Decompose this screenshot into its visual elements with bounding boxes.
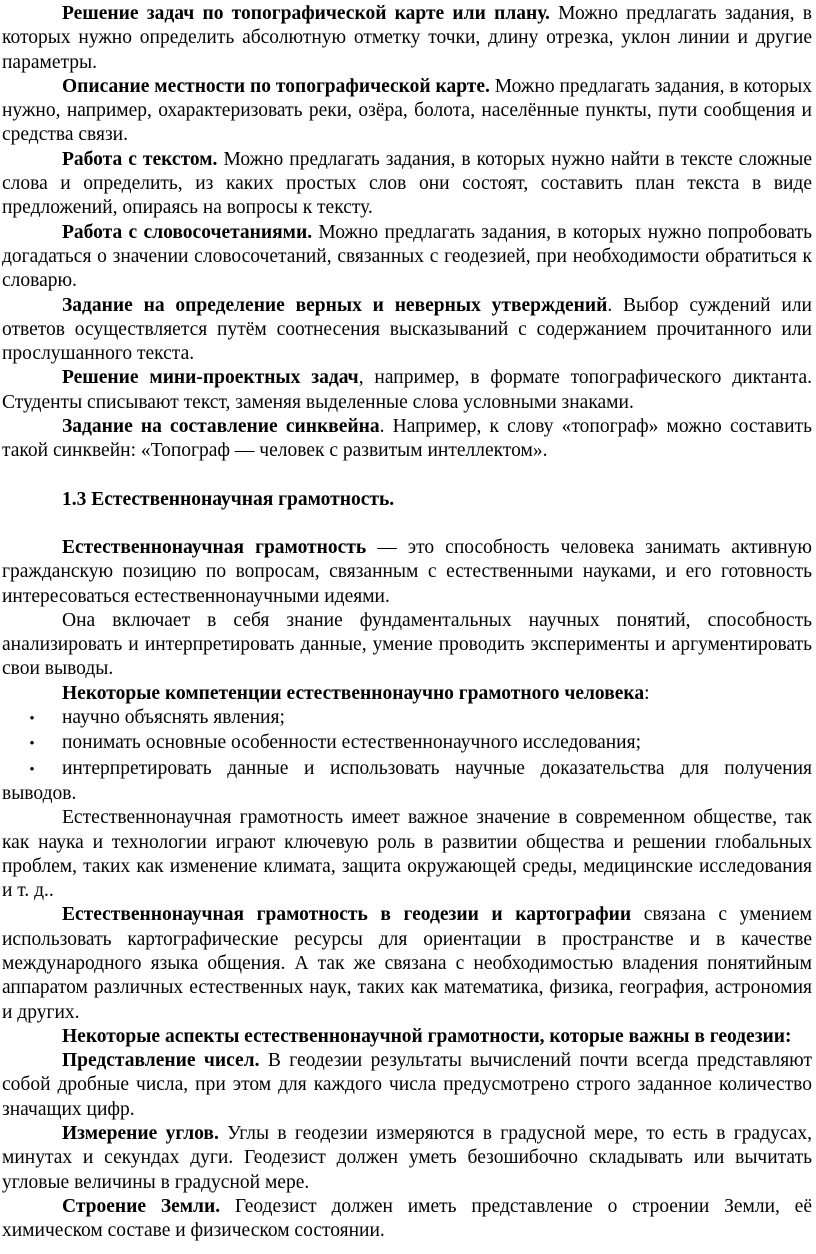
list-item bbox=[2, 706, 812, 731]
term: Решение мини-проектных задач bbox=[62, 367, 359, 389]
list-item-text: научно объяснять явления; bbox=[62, 707, 285, 729]
term: Работа с словосочетаниями. bbox=[62, 221, 313, 243]
description: Можно предлагать задания, в которых нужно попробовать догадаться о значении словосочетаний, связанных с геодезией, при необходимости обратиться к словарю. bbox=[2, 221, 812, 292]
description: связана с умением использовать картографические ресурсы для ориентации в пространстве и в качестве международного языка общения. А так же связана с необходимостью владения понятийным аппаратом различных естественных наук, таких как математика, физика, география, астрономия и других. bbox=[2, 904, 812, 1023]
term: Задание на определение верных и неверных утверждений bbox=[62, 294, 608, 316]
aspects-heading: Некоторые аспекты естественнонаучной грамотности, которые важны в геодезии: bbox=[62, 1025, 792, 1047]
description: Углы в геодезии измеряются в градусной мере, то есть в градусах, минутах и секундах дуги. Геодезист должен уметь безошибочно складывать или вычитать угловые величины в градусной мере. bbox=[2, 1123, 812, 1193]
description: — это способность человека занимать активную гражданскую позицию по вопросам, связанным с естественными науками, и его готовность интересоваться естественнонаучными идеями. bbox=[2, 536, 812, 607]
description: . Например, к слову «топограф» можно составить такой синквейн: «Топограф — человек с развитым интеллектом». bbox=[2, 416, 812, 462]
term: Описание местности по топографической карте. bbox=[62, 75, 490, 97]
description: Можно предлагать задания, в которых нужно найти в тексте сложные слова и определить, из каких простых слов они состоят, составить план текста в виде предложений, опираясь на вопросы к тексту. bbox=[2, 148, 812, 219]
description: Можно предлагать задания, в которых нужно, например, охарактеризовать реки, озёра, болота, населённые пункты, пути сообщения и средства связи. bbox=[2, 75, 813, 146]
task-word-combinations bbox=[2, 221, 812, 294]
list-item bbox=[2, 731, 812, 756]
term: Представление чисел. bbox=[62, 1050, 260, 1072]
bullet-icon: • bbox=[29, 711, 35, 728]
term: Работа с текстом. bbox=[62, 148, 218, 170]
term: Измерение углов. bbox=[62, 1123, 219, 1145]
spacer bbox=[2, 512, 812, 536]
description: . Выбор суждений или ответов осуществляется путём соотнесения высказываний с содержанием прочитанного или прослушанного текста. bbox=[2, 294, 812, 365]
term: Естественнонаучная грамотность в геодезии и картографии bbox=[62, 904, 632, 926]
description: Можно предлагать задания, в которых нужно определить абсолютную отметку точки, длину отрезка, уклон линии и другие параметры. bbox=[2, 3, 812, 73]
description: , например, в формате топографического диктанта. Студенты списывают текст, заменяя выделенные слова условными знаками. bbox=[2, 367, 812, 413]
spacer bbox=[2, 464, 812, 488]
term: Естественнонаучная грамотность bbox=[62, 536, 367, 558]
definition-paragraph bbox=[2, 536, 812, 609]
includes-paragraph: Она включает в себя знание фундаментальных научных понятий, способность анализировать и интерпретировать данные, умение проводить эксперименты и аргументировать свои выводы. bbox=[2, 609, 812, 680]
geodesy-paragraph bbox=[2, 903, 812, 1024]
task-mini-project bbox=[2, 366, 812, 415]
competencies-heading: Некоторые компетенции естественнонаучно грамотного человека: bbox=[62, 682, 650, 704]
list-item-text: понимать основные особенности естественнонаучного исследования; bbox=[62, 732, 642, 754]
section-heading: 1.3 Естественнонаучная грамотность. bbox=[62, 488, 395, 510]
term: Задание на составление синквейна bbox=[62, 416, 380, 438]
task-terrain-description bbox=[2, 75, 812, 148]
task-map-problems bbox=[2, 2, 812, 75]
description: В геодезии результаты вычислений почти всегда представляют собой дробные числа, при этом для каждого числа предусмотрено строго заданное количество значащих цифр. bbox=[2, 1050, 812, 1120]
importance-paragraph: Естественнонаучная грамотность имеет важное значение в современном обществе, так как наука и технологии играют ключевую роль в развитии общества и решении глобальных проблем, таких как изменение климата, защита окружающей среды, медицинские исследования и т. д.. bbox=[2, 807, 812, 902]
term: Решение задач по топографической карте или плану. bbox=[62, 3, 550, 24]
aspect-numbers bbox=[2, 1049, 812, 1122]
aspect-earth-structure bbox=[2, 1195, 812, 1244]
description: Геодезист должен иметь представление о строении Земли, её химическом составе и физическом состоянии. bbox=[2, 1195, 812, 1242]
list-item-text: интерпретировать данные и использовать научные доказательства для получения выводов. bbox=[2, 757, 812, 804]
term: Строение Земли. bbox=[62, 1195, 221, 1217]
task-cinquain bbox=[2, 415, 812, 464]
aspect-angles bbox=[2, 1122, 812, 1195]
list-item bbox=[2, 757, 812, 807]
bullet-icon: • bbox=[29, 736, 35, 753]
task-true-false bbox=[2, 294, 812, 367]
bullet-icon: • bbox=[29, 761, 35, 778]
task-text-work bbox=[2, 148, 812, 221]
